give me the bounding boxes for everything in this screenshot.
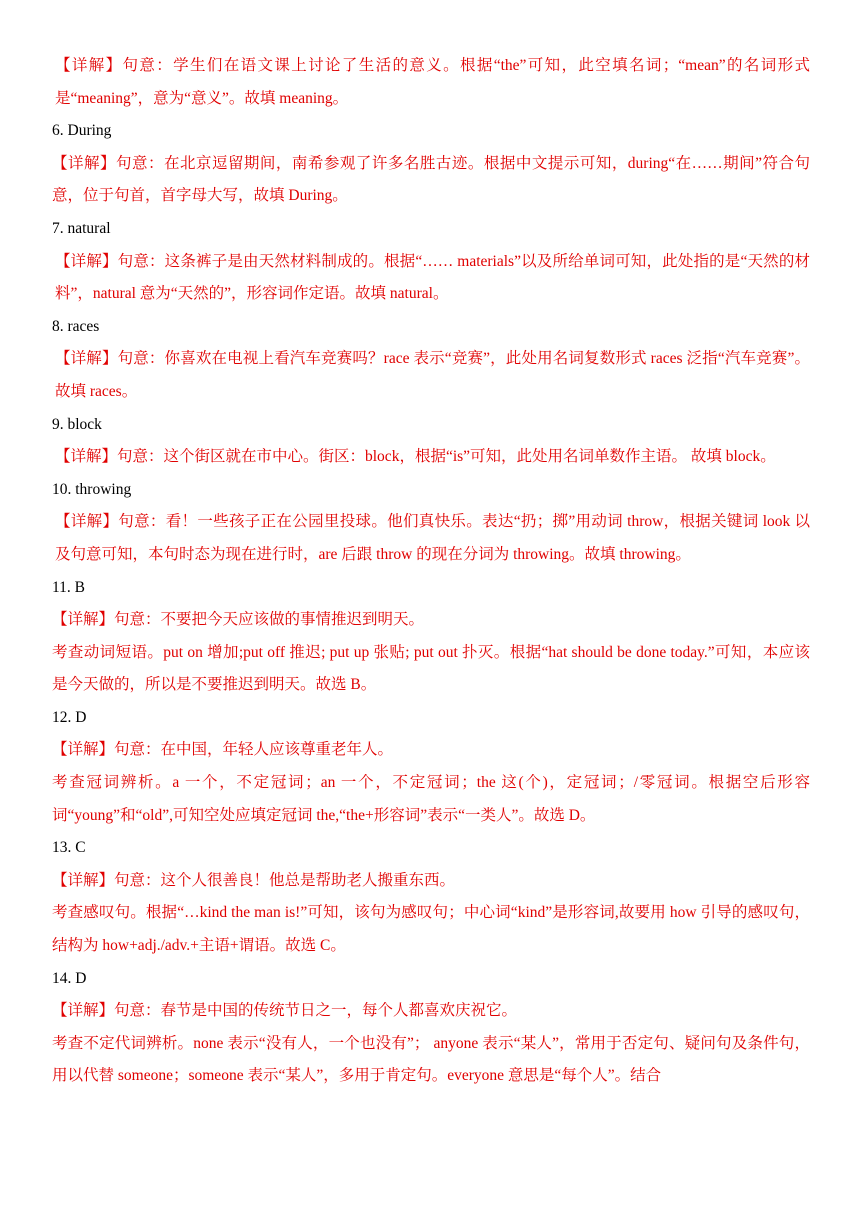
explanation-9: 【详解】句意：这个街区就在市中心。街区：block，根据“is”可知，此处用名词单数作主语。 故填 block。 (55, 448, 776, 466)
explanation-13-meaning: 【详解】句意：这个人很善良！他总是帮助老人搬重东西。 (52, 871, 456, 889)
answer-6: 6. During (52, 122, 112, 140)
explanation-14-meaning: 【详解】句意：春节是中国的传统节日之一，每个人都喜欢庆祝它。 (52, 1002, 518, 1020)
answer-13: 13. C (52, 839, 86, 857)
explanation-12-meaning: 【详解】句意：在中国，年轻人应该尊重老年人。 (52, 741, 394, 759)
answer-11: 11. B (52, 578, 86, 596)
answer-12: 12. D (52, 708, 87, 726)
answer-10: 10. throwing (52, 480, 132, 498)
explanation-5: 【详解】句意：学生们在语文课上讨论了生活的意义。根据“the”可知，此空填名词；“mean”的名词形式是“meaning”，意为“意义”。故填 meaning。 (55, 57, 810, 107)
answer-8: 8. races (52, 317, 100, 335)
answer-7: 7. natural (52, 219, 111, 237)
explanation-10: 【详解】句意：看！一些孩子正在公园里投球。他们真快乐。表达“扔；掷”用动词 throw，根据关键词 look 以及句意可知，本句时态为现在进行时，are 后跟 throw 的现在分词为 throwing。故填 throwing。 (55, 513, 810, 563)
explanation-14-analysis: 考查不定代词辨析。none 表示“没有人，一个也没有”； anyone 表示“某人”，常用于否定句、疑问句及条件句，用以代替 someone；someone 表示“某人”，多用于肯定句。everyone 意思是“每个人”。结合 (52, 1034, 810, 1085)
explanation-13-analysis: 考查感叹句。根据“…kind the man is!”可知，该句为感叹句；中心词“kind”是形容词,故要用 how 引导的感叹句，结构为 how+adj./adv.+主语+谓语。故选 C。 (52, 904, 810, 955)
explanation-6: 【详解】句意：在北京逗留期间，南希参观了许多名胜古迹。根据中文提示可知，during“在……期间”符合句意，位于句首，首字母大写，故填 During。 (52, 154, 810, 205)
answer-page (52, 50, 810, 1093)
explanation-12-analysis: 考查冠词辨析。a 一个，不定冠词；an 一个，不定冠词；the 这(个)，定冠词；/零冠词。根据空后形容词“young”和“old”,可知空处应填定冠词 the,“the+形容词”表示“一类人”。故选 D。 (52, 774, 810, 824)
explanation-11-meaning: 【详解】句意：不要把今天应该做的事情推迟到明天。 (52, 611, 425, 629)
explanation-7: 【详解】句意：这条裤子是由天然材料制成的。根据“…… materials”以及所给单词可知，此处指的是“天然的材料”，natural 意为“天然的”，形容词作定语。故填 natural。 (55, 252, 810, 303)
answer-9: 9. block (52, 415, 102, 433)
explanation-11-analysis: 考查动词短语。put on 增加;put off 推迟; put up 张贴; put out 扑灭。根据“hat should be done today.”可知，本应该是今天做的，所以是不要推迟到明天。故选 B。 (52, 643, 810, 694)
explanation-8: 【详解】句意：你喜欢在电视上看汽车竞赛吗？race 表示“竞赛”，此处用名词复数形式 races 泛指“汽车竞赛”。故填 races。 (55, 350, 810, 400)
answer-14: 14. D (52, 969, 87, 987)
